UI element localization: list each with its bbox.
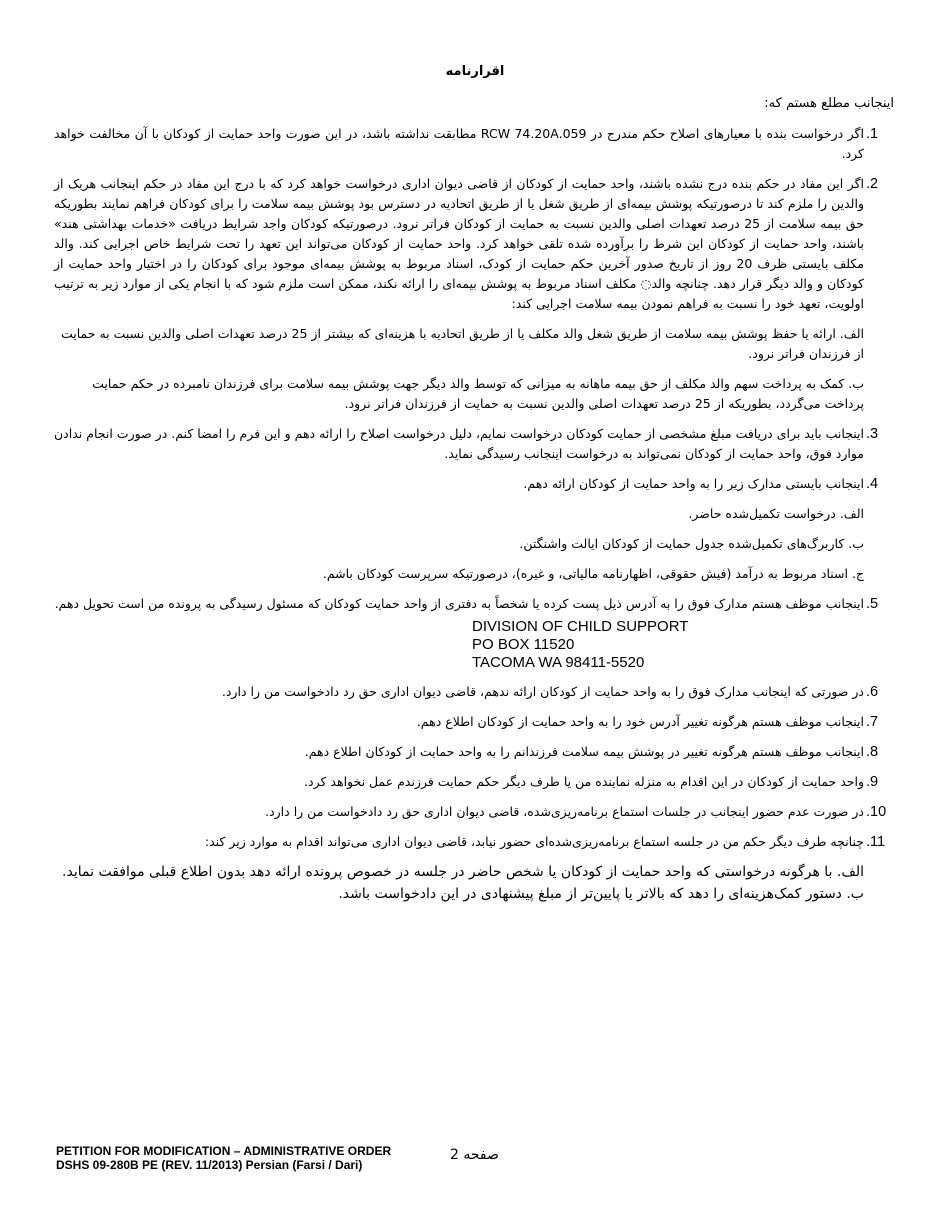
item-number: .10	[866, 804, 887, 820]
page-number: صفحه 2	[450, 1147, 499, 1163]
item-text: اینجانب باید برای دریافت مبلغ مشخصی از حمایت کودکان درخواست نمایم، دلیل درخواست اصلاح را ارائه دهم و این فرم را امضا کنم. در صورت انجام ندادن موارد فوق، واحد حمایت از کودکان نمی‌تواند به درخواست اینجانب رسیدگی نماید.	[54, 426, 864, 461]
item-text: اگر درخواست بنده با معیارهای اصلاح حکم مندرج در RCW 74.20A.059 مطابقت نداشته باشد، در این صورت واحد حمایت از کودکان با آن مخالفت خواهد کرد.	[54, 126, 864, 161]
item-text: اینجانب موظف هستم هرگونه تغییر آدرس خود را به واحد حمایت از کودکان اطلاع دهم.	[416, 714, 864, 729]
document-body	[54, 124, 894, 914]
item-text: اینجانب موظف هستم مدارک فوق را به آدرس ذیل پست کرده یا شخصاً به دفتری از واحد حمایت کودکان که مسئول رسیدگی به پرونده من است تحویل دهم.	[54, 596, 864, 611]
sub-item	[54, 884, 894, 904]
sub-item-text: الف. درخواست تکمیل‌شده حاضر.	[688, 506, 864, 521]
item-text: در صورت عدم حضور اینجانب در جلسات استماع برنامه‌ریزی‌شده، قاضی دیوان اداری حق رد دادخواست من را دارد.	[265, 804, 864, 819]
item-text: در صورتی که اینجانب مدارک فوق را به واحد حمایت از کودکان ارائه ندهم، قاضی دیوان اداری حق رد دادخواست من را دارد.	[221, 684, 864, 699]
item-number: .3	[866, 426, 879, 442]
item-text: اگر این مفاد در حکم بنده درج نشده باشند، واحد حمایت از کودکان از قاضی دیوان اداری درخواست خواهد کرد که با درج این مفاد در حکم اینجانب هریک از والدین را ملزم کند تا درصورتیکه پوشش بیمه‌ای از طریق شغل یا از طریق اتحادیه در دسترس بود پوشش بیمه سلامت را برای کودکان فراهم نمایند بطوریکه حق بیمه سلامت از 25 درصد تعهدات اصلی والدین نسبت به حمایت از کودکان فراتر نرود. درصورتیکه کودکان واجد شرایط دریافت «خدمات بهداشتی هند» باشند، واحد حمایت از کودکان این شرط را برآورده شده تلقی خواهد کرد. واحد حمایت از کودکان می‌تواند این تعهد را تحت شرایط خاص اجرایی کند. والد مکلف بایستی ظرف 20 روز از تاریخ صدور آخرین حکم حمایت از کودک، اسناد مربوط به پوشش بیمه‌ای موجود برای کودکان را در اختیار واحد حمایت از کودکان و والد دیگر قرار دهد. چنانچه والد◌ مکلف اسناد مربوط به پوشش بیمه‌ای را ارائه نکند، ممکن است ملزم شود که با انجام یکی از موارد زیر به ترتیب اولویت، تعهد خود را نسبت به فراهم نمودن بیمه سلامت اجرایی کند:	[54, 176, 864, 311]
form-name: PETITION FOR MODIFICATION – ADMINISTRATIVE ORDER	[56, 1144, 392, 1158]
item-number: .4	[866, 476, 879, 492]
sub-item	[54, 504, 894, 524]
sub-item-text: ج. اسناد مربوط به درآمد (فیش حقوقی، اظهارنامه مالیاتی، و غیره)، درصورتیکه سرپرست کودکان باشم.	[322, 566, 864, 581]
item-number: .5	[866, 596, 879, 612]
list-item	[54, 424, 894, 464]
sub-item	[54, 862, 894, 882]
list-item	[54, 802, 894, 822]
item-number: .9	[866, 774, 879, 790]
document-title: اقرارنامه	[445, 64, 505, 79]
item-number: .6	[866, 684, 879, 700]
address-line: TACOMA WA 98411-5520	[472, 654, 645, 671]
list-item	[54, 594, 894, 614]
sub-item-text: الف. ارائه یا حفظ پوشش بیمه سلامت از طریق شغل والد مکلف یا از طریق اتحادیه با هزینه‌ای که بیشتر از 25 درصد تعهدات اصلی والدین نسبت به حمایت از فرزندان فراتر نرود.	[60, 326, 864, 361]
sub-item-text: ب. کاربرگ‌های تکمیل‌شده جدول حمایت از کودکان ایالت واشنگتن.	[519, 536, 864, 551]
list-item	[54, 772, 894, 792]
item-number: .7	[866, 714, 879, 730]
sub-item	[54, 374, 894, 414]
item-text: واحد حمایت از کودکان در این اقدام به منزله نماینده من یا طرف دیگر حکم حمایت فرزندم عمل نخواهد کرد.	[304, 774, 864, 789]
sub-item-text: الف. با هرگونه درخواستی که واحد حمایت از کودکان یا شخص حاضر در جلسه در خصوص پرونده ارائه دهد بدون اطلاع قبلی موافقت نماید.	[62, 864, 864, 880]
sub-item	[54, 534, 894, 554]
address-line: PO BOX 11520	[472, 636, 575, 653]
sub-item-text: ب. کمک به پرداخت سهم والد مکلف از حق بیمه ماهانه به میزانی که توسط والد دیگر جهت پوشش بیمه سلامت برای فرزندان نامبرده در حکم حمایت پرداخت می‌گردد، بطوریکه از 25 درصد تعهدات اصلی والدین نسبت به حمایت از فرزندان فراتر نرود.	[92, 376, 864, 411]
list-item	[54, 682, 894, 702]
form-footer	[56, 1144, 391, 1172]
form-number: DSHS 09-280B PE (REV. 11/2013) Persian (Farsi / Dari)	[56, 1158, 363, 1172]
item-number: .1	[866, 126, 879, 142]
item-number: .8	[866, 744, 879, 760]
sub-item	[54, 564, 894, 584]
sub-item	[54, 324, 894, 364]
list-item	[54, 742, 894, 762]
list-item	[54, 712, 894, 732]
item-text: چنانچه طرف دیگر حکم من در جلسه استماع برنامه‌ریزی‌شده‌ای حضور نیابد، قاضی دیوان اداری می‌تواند اقدام به موارد زیر کند:	[204, 834, 864, 849]
item-text: اینجانب بایستی مدارک زیر را به واحد حمایت از کودکان ارائه دهم.	[523, 476, 864, 491]
mailing-address	[472, 618, 894, 672]
list-item	[54, 124, 894, 164]
item-number: .2	[866, 176, 879, 192]
intro-text: اینجانب مطلع هستم که:	[764, 96, 894, 111]
list-item	[54, 832, 894, 852]
list-item	[54, 174, 894, 314]
sub-item-text: ب. دستور کمک‌هزینه‌ای را دهد که بالاتر یا پایین‌تر از مبلغ پیشنهادی در این دادخواست باشد.	[338, 886, 864, 902]
item-number: .11	[866, 834, 886, 850]
address-line: DIVISION OF CHILD SUPPORT	[472, 618, 689, 635]
item-text: اینجانب موظف هستم هرگونه تغییر در پوشش بیمه سلامت فرزندانم را به واحد حمایت از کودکان اطلاع دهم.	[304, 744, 864, 759]
list-item	[54, 474, 894, 494]
